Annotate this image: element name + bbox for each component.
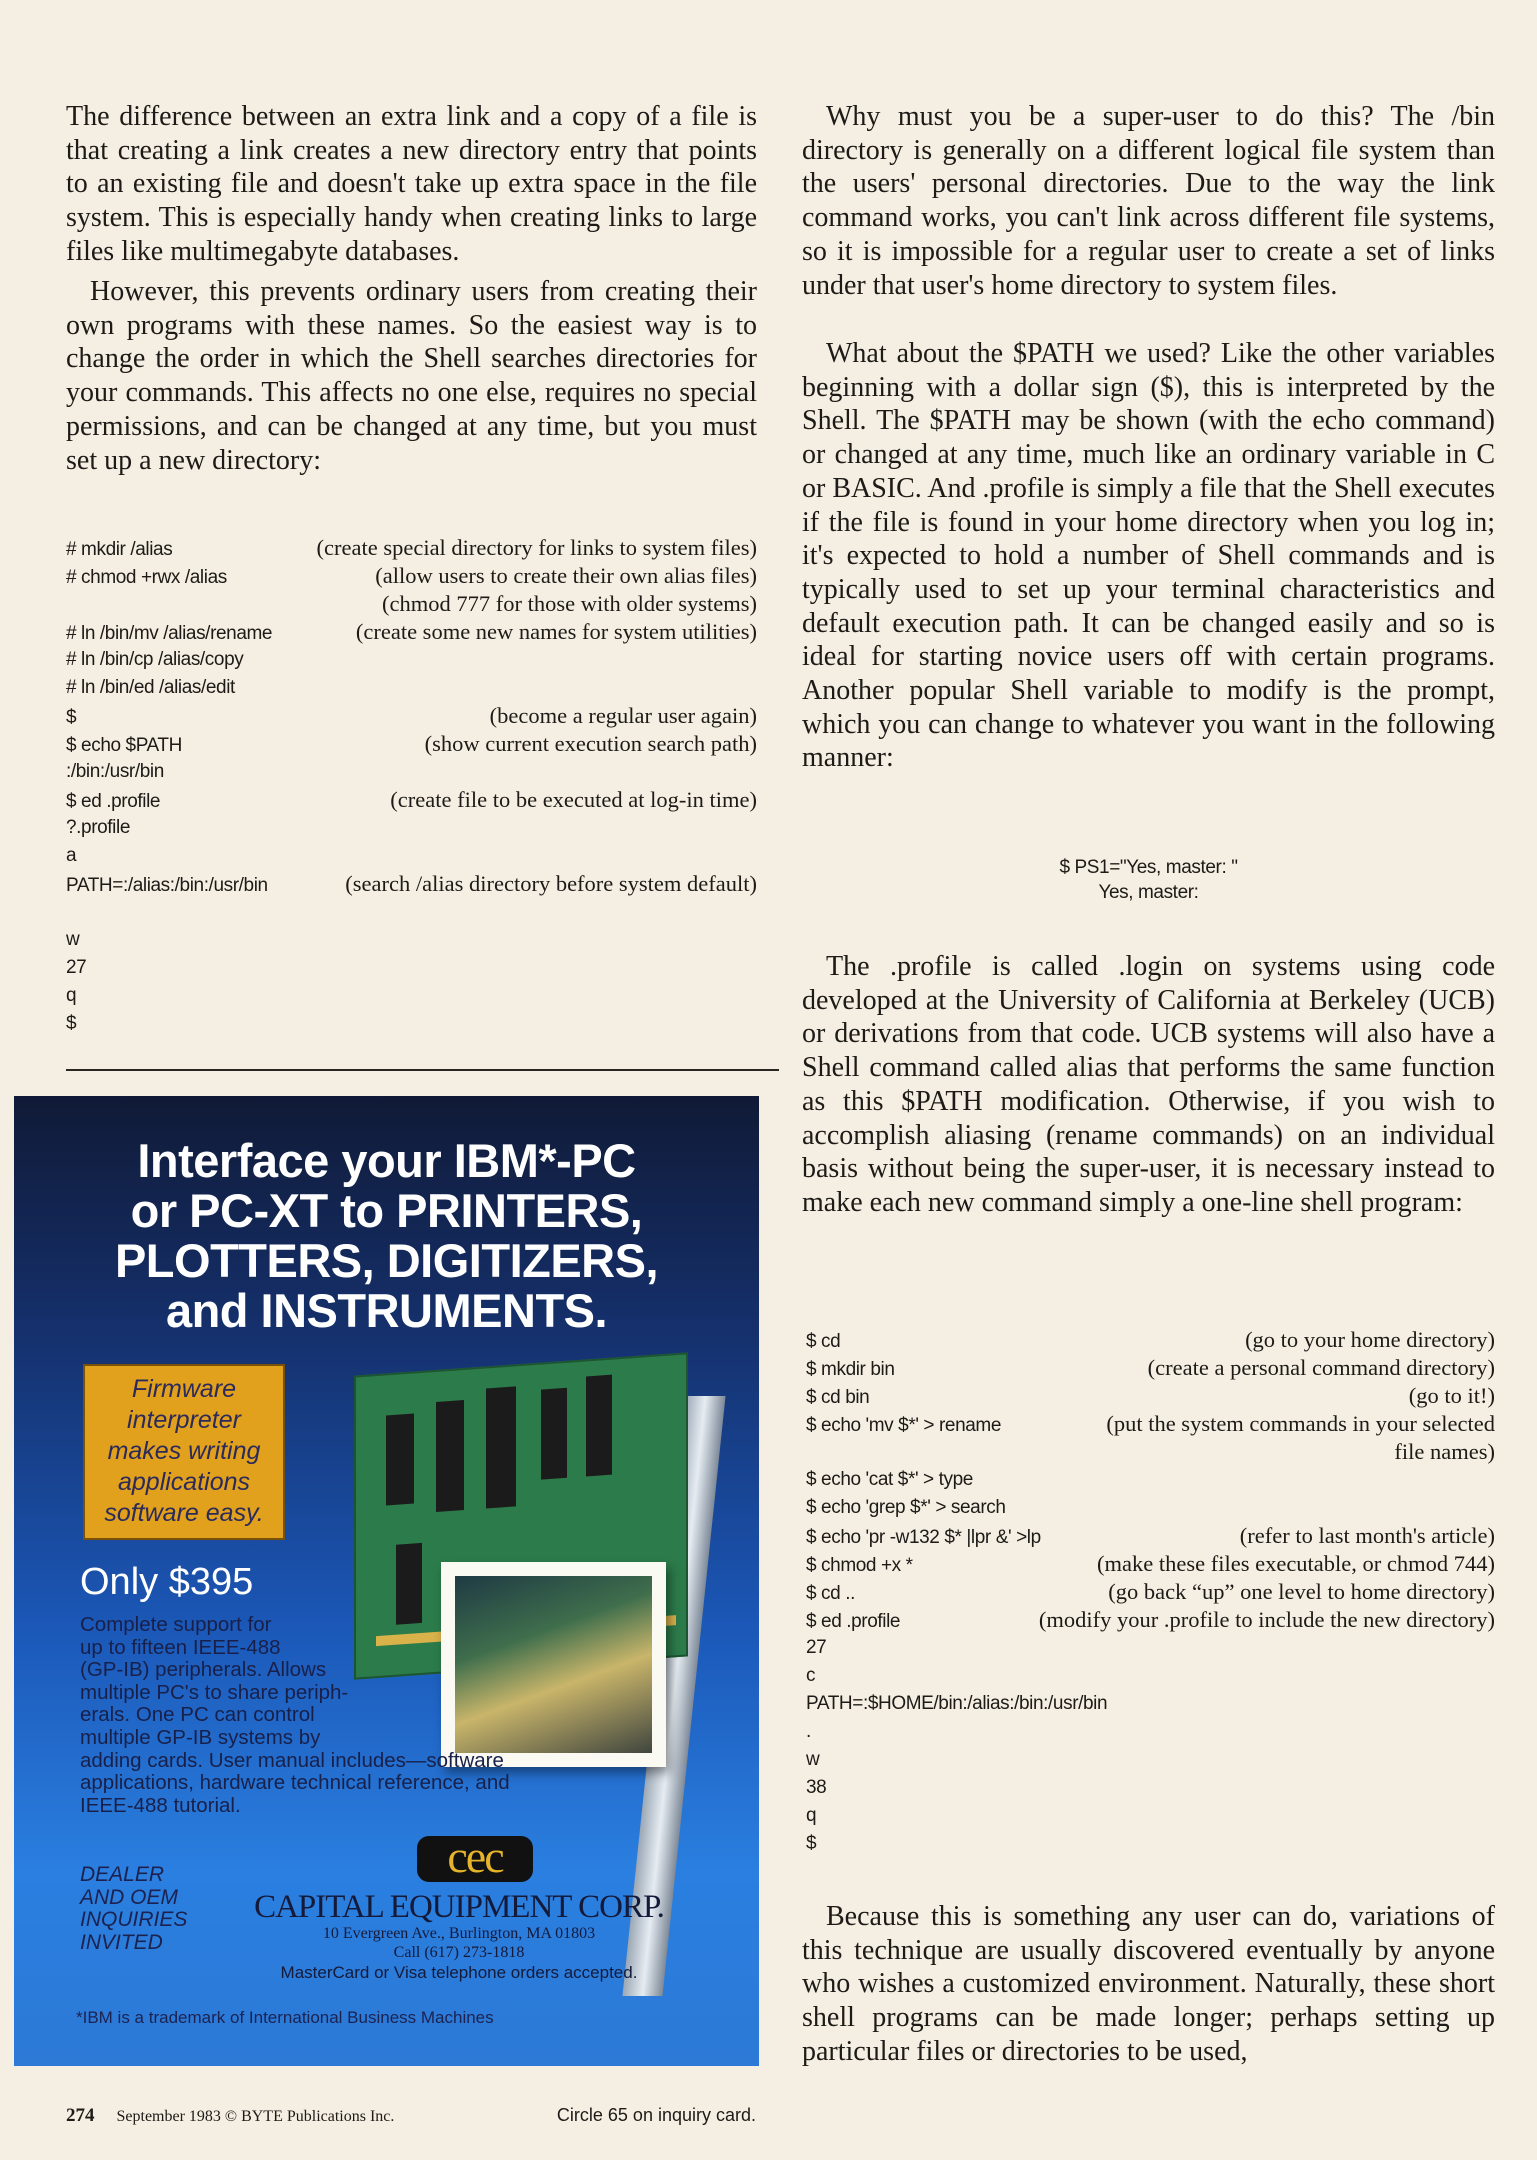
- ad-body-line: IEEE-488 tutorial.: [80, 1793, 241, 1817]
- code-command: $ echo 'mv $*' > rename: [806, 1415, 1002, 1436]
- code-comment: (allow users to create their own alias files): [375, 563, 757, 588]
- advertisement: [14, 1096, 759, 2066]
- code-comment: (show current execution search path): [424, 731, 757, 756]
- code-line: [806, 1326, 1495, 1354]
- right-paragraph-2: What about the $PATH we used? Like the other variables beginning with a dollar sign ($), this is interpreted by the Shell. The $PATH may be shown (with the echo command) or changed at any time, much like an ordinary variable in C or BASIC. And .profile is simply a file that the Shell executes if the file is found in your home directory when you log in; it's expected to hold a number of Shell commands and is typically used to set up your terminal characteristics and default execution path. It can be changed easily and so is ideal for starting novice users off with certain programs. Another popular Shell variable to modify is the prompt, which you can change to whatever you want in the following manner:: [802, 338, 1495, 774]
- code-line: [66, 618, 757, 646]
- code-comment: (go to it!): [1408, 1383, 1495, 1408]
- company-phone: Call (617) 273-1818: [393, 1944, 525, 1961]
- code-line: [66, 786, 757, 814]
- left-paragraph-1: The difference between an extra link and a copy of a file is that creating a link creates a new directory entry that points to an existing file and doesn't take up extra space in the file system. This is especially handy when creating links to large files like multimegabyte databases.: [66, 101, 757, 267]
- code-command: :/bin:/usr/bin: [66, 761, 164, 782]
- right-code-listing: [806, 1326, 1495, 1858]
- orders-note: MasterCard or Visa telephone orders accepted.: [280, 1963, 638, 1982]
- ad-headline: Interface your IBM*-PC or PC-XT to PRINTERS, PLOTTERS, DIGITIZERS, and INSTRUMENTS.: [114, 1134, 659, 1337]
- code-line: [66, 562, 757, 590]
- code-line: [806, 1578, 1495, 1606]
- code-comment: (modify your .profile to include the new directory): [1038, 1607, 1495, 1632]
- ad-body-line: (GP-IB) peripherals. Allows: [80, 1658, 327, 1682]
- code-line: [66, 842, 757, 870]
- code-command: $ ed .profile: [66, 791, 161, 812]
- code-line: [806, 1718, 1495, 1746]
- right-paragraph-3: The .profile is called .login on systems using code developed at the University of California at Berkeley (UCB) or derivations from that code. UCB systems will also have a Shell command called alias that performs the same function as this $PATH modification. Otherwise, if you wish to accomplish aliasing (rename commands) on an individual basis without being the super-user, it is necessary instead to make each new command simply a one-line shell program:: [802, 951, 1495, 1218]
- code-command: q: [806, 1805, 817, 1826]
- code-comment: (chmod 777 for those with older systems): [382, 591, 757, 616]
- ad-company-block: [194, 1890, 724, 1984]
- code-command: $ ed .profile: [806, 1611, 901, 1632]
- code-command: w: [806, 1749, 820, 1770]
- ad-body-line: multiple PC's to share periph-: [80, 1680, 349, 1704]
- ad-body-line: applications, hardware technical reference, and: [80, 1771, 510, 1795]
- code-line: [806, 1550, 1495, 1578]
- code-line: [66, 674, 757, 702]
- code-command: w: [66, 929, 80, 950]
- code-line: [806, 1522, 1495, 1550]
- code-line: [806, 1494, 1495, 1522]
- code-command: 27: [806, 1637, 827, 1658]
- code-line: [806, 1634, 1495, 1662]
- code-line: [806, 1606, 1495, 1634]
- code-command: $: [66, 1013, 77, 1034]
- code-line: [806, 1746, 1495, 1774]
- code-line: [66, 926, 757, 954]
- code-command: 38: [806, 1777, 827, 1798]
- code-comment: file names): [1394, 1439, 1495, 1464]
- ad-body-line: adding cards. User manual includes—software: [80, 1748, 504, 1772]
- ps1-example: $ PS1="Yes, master: " Yes, master:: [1059, 857, 1238, 903]
- code-line: [66, 898, 757, 926]
- code-comment: (go back “up” one level to home directory): [1108, 1579, 1495, 1604]
- code-line: [66, 870, 757, 898]
- code-comment: (become a regular user again): [489, 703, 757, 728]
- code-command: PATH=:/alias:/bin:/usr/bin: [66, 875, 268, 896]
- code-line: [66, 702, 757, 730]
- code-line: [806, 1662, 1495, 1690]
- code-line: [66, 590, 757, 618]
- code-command: $ echo 'pr -w132 $* |lpr &' >lp: [806, 1527, 1041, 1548]
- ad-callout: Firmware interpreter makes writing applications software easy.: [83, 1364, 285, 1540]
- code-command: .: [806, 1721, 811, 1742]
- code-line: [66, 758, 757, 786]
- code-command: $: [806, 1833, 817, 1854]
- left-code-listing: [66, 534, 757, 1038]
- code-line: [66, 954, 757, 982]
- page-footer: [66, 2105, 756, 2127]
- code-command: # ln /bin/mv /alias/rename: [66, 623, 273, 644]
- ad-body-line: Complete support for: [80, 1613, 272, 1636]
- ad-body-line: erals. One PC can control: [80, 1703, 315, 1727]
- code-command: # mkdir /alias: [66, 539, 173, 560]
- ad-price: Only $395: [80, 1561, 254, 1603]
- code-line: [66, 1010, 757, 1038]
- ad-body-text: [80, 1614, 660, 1817]
- code-line: [806, 1690, 1495, 1718]
- code-command: $ cd bin: [806, 1387, 870, 1408]
- code-line: [806, 1354, 1495, 1382]
- code-line: [66, 534, 757, 562]
- code-command: $ chmod +x *: [806, 1555, 913, 1576]
- code-command: # ln /bin/ed /alias/edit: [66, 677, 235, 698]
- left-paragraph-2: However, this prevents ordinary users from creating their own programs with these names. So the easiest way is to change the order in which the Shell searches directories for your commands. This affects no one else, requires no special permissions, and can be changed at any time, but you must set up a new directory:: [66, 276, 757, 476]
- ad-body-line: up to fifteen IEEE-488: [80, 1635, 281, 1659]
- cec-logo: cec: [417, 1836, 533, 1882]
- trademark-note: *IBM is a trademark of International Business Machines: [76, 2008, 494, 2027]
- code-line: [66, 646, 757, 674]
- code-comment: (refer to last month's article): [1239, 1523, 1495, 1548]
- code-line: [806, 1466, 1495, 1494]
- code-command: 27: [66, 957, 87, 978]
- code-command: a: [66, 845, 77, 866]
- code-command: $ cd ..: [806, 1583, 855, 1604]
- code-line: [806, 1382, 1495, 1410]
- code-command: # ln /bin/cp /alias/copy: [66, 649, 244, 670]
- company-address: 10 Evergreen Ave., Burlington, MA 01803: [322, 1925, 596, 1942]
- code-command: PATH=:$HOME/bin:/alias:/bin:/usr/bin: [806, 1693, 1108, 1714]
- code-command: q: [66, 985, 77, 1006]
- code-command: $ mkdir bin: [806, 1359, 895, 1380]
- page-number: 274: [66, 2105, 95, 2126]
- code-comment: (create some new names for system utilities): [355, 619, 757, 644]
- inquiry-note: Circle 65 on inquiry card.: [556, 2105, 756, 2125]
- code-comment: (search /alias directory before system default): [345, 871, 757, 896]
- code-comment: (go to your home directory): [1245, 1327, 1495, 1352]
- code-command: $ echo 'grep $*' > search: [806, 1497, 1006, 1518]
- code-command: ?.profile: [66, 817, 130, 838]
- code-comment: (create special directory for links to system files): [316, 535, 757, 560]
- code-comment: (make these files executable, or chmod 744): [1097, 1551, 1495, 1576]
- right-paragraph-4: Because this is something any user can do, variations of this technique are usually discovered eventually by anyone who wishes a customized environment. Naturally, these short shell programs can be made longer; perhaps setting up particular files or directories to be used,: [802, 1901, 1495, 2067]
- company-name: CAPITAL EQUIPMENT CORP.: [254, 1889, 664, 1925]
- code-line: [806, 1802, 1495, 1830]
- code-line: [806, 1438, 1495, 1466]
- ad-dealer-note: DEALER AND OEM INQUIRIES INVITED: [80, 1863, 188, 1954]
- issue-info: September 1983 © BYTE Publications Inc.: [116, 2108, 395, 2125]
- code-command: $: [66, 707, 77, 728]
- code-line: [806, 1830, 1495, 1858]
- ad-body-line: multiple GP-IB systems by: [80, 1725, 321, 1749]
- code-command: # chmod +rwx /alias: [66, 567, 227, 588]
- code-line: [806, 1774, 1495, 1802]
- right-paragraph-1: Why must you be a super-user to do this? The /bin directory is generally on a different logical file system than the users' personal directories. Due to the way the link command works, you can't link across different file systems, so it is impossible for a regular user to create a set of links under that user's home directory to system files.: [802, 101, 1495, 301]
- code-line: [66, 982, 757, 1010]
- code-command: $ cd: [806, 1331, 841, 1352]
- code-command: $ echo 'cat $*' > type: [806, 1469, 973, 1490]
- code-comment: (put the system commands in your selected: [1106, 1411, 1495, 1436]
- code-line: [66, 814, 757, 842]
- code-line: [66, 730, 757, 758]
- code-command: $ echo $PATH: [66, 735, 182, 756]
- code-comment: (create a personal command directory): [1147, 1355, 1495, 1380]
- code-comment: (create file to be executed at log-in time): [390, 787, 757, 812]
- code-command: c: [806, 1665, 816, 1686]
- section-divider: [66, 1069, 779, 1071]
- code-line: [806, 1410, 1495, 1438]
